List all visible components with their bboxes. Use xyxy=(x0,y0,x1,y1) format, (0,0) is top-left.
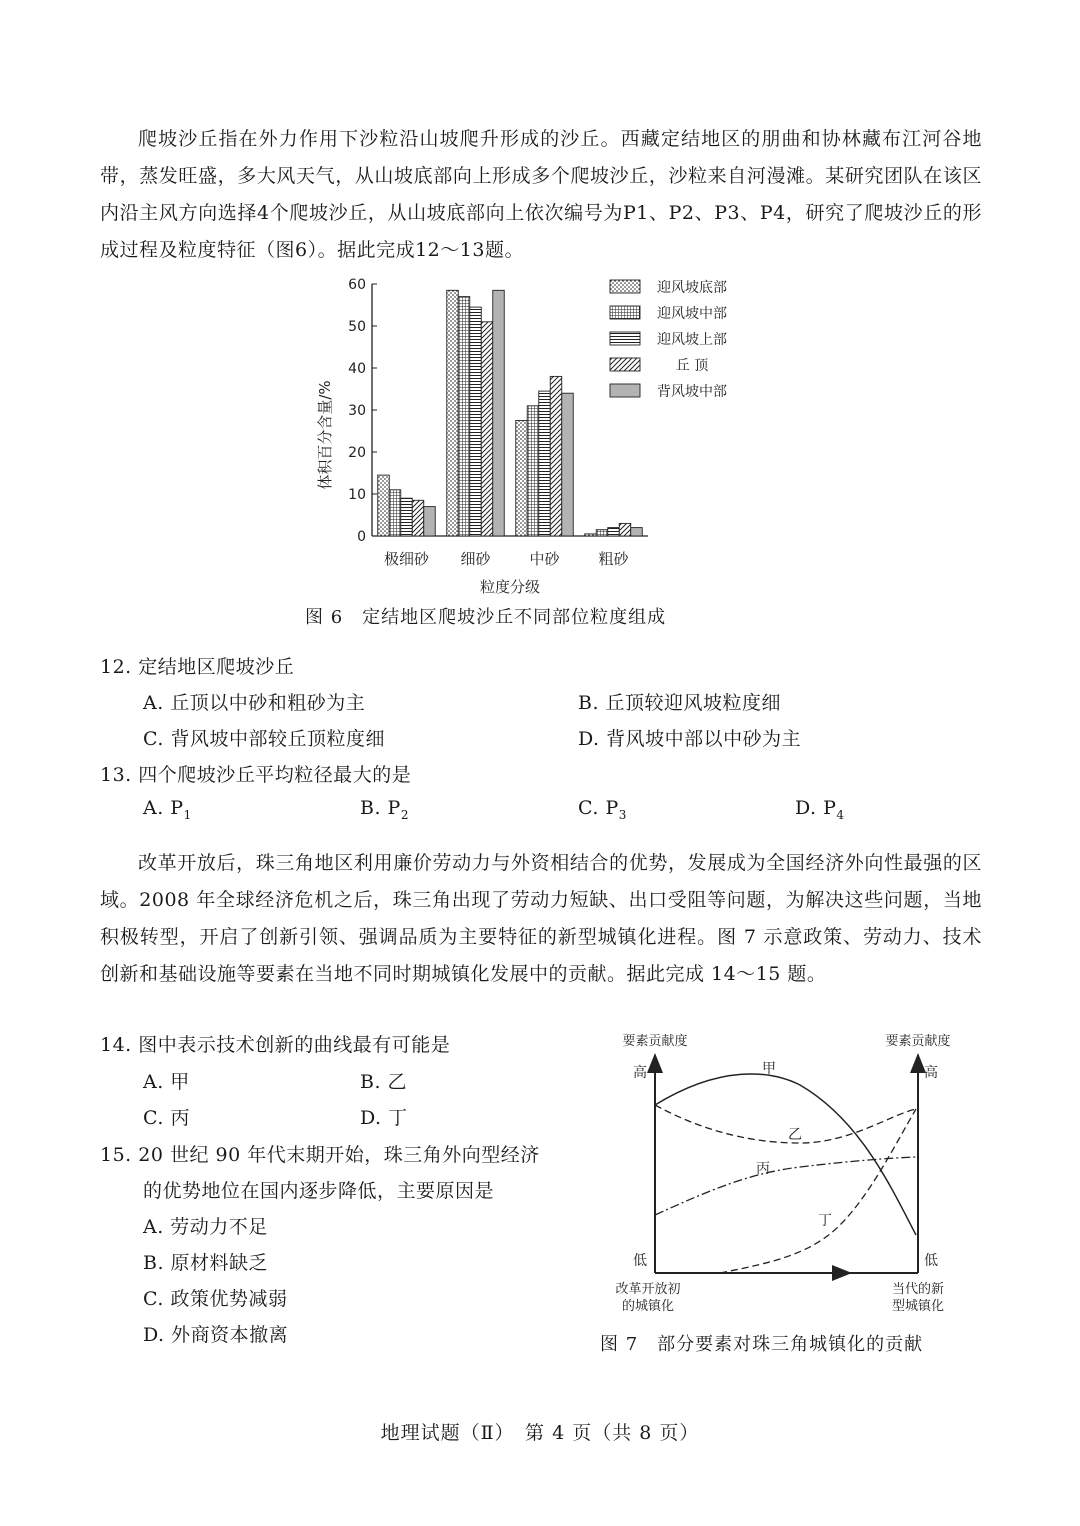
question-13-stem: 13. 四个爬坡沙丘平均粒径最大的是 xyxy=(100,764,412,786)
question-15-option-d: D. 外商资本撤离 xyxy=(143,1324,289,1346)
bar xyxy=(631,528,643,536)
bar xyxy=(470,307,482,536)
x-left-label-line-2: 的城镇化 xyxy=(621,1299,675,1314)
y-tick-label: 20 xyxy=(348,445,366,461)
legend-label: 迎风坡中部 xyxy=(657,306,727,322)
question-13-option-d: D. $P_4$ xyxy=(795,797,845,822)
y-tick-label: 50 xyxy=(348,319,366,335)
y-tick-label: 40 xyxy=(348,361,366,377)
figure-6-bar-chart xyxy=(300,270,760,602)
question-15-option-b: B. 原材料缺乏 xyxy=(143,1252,269,1274)
bar xyxy=(585,534,597,536)
question-12-option-c: C. 背风坡中部较丘顶粒度细 xyxy=(143,728,385,750)
figure-7-caption: 图 7 部分要素对珠三角城镇化的贡献 xyxy=(600,1334,924,1355)
question-13-option-a: A. $P_1$ xyxy=(143,797,192,822)
x-right-label-line-1: 当代的新 xyxy=(891,1282,945,1297)
y-tick-label: 60 xyxy=(348,277,366,293)
legend-swatch xyxy=(610,332,640,345)
bar xyxy=(424,507,436,536)
question-15-option-a: A. 劳动力不足 xyxy=(143,1216,268,1238)
curve-jia xyxy=(655,1074,916,1235)
passage-2: 改革开放后，珠三角地区利用廉价劳动力与外资相结合的优势，发展成为全国经济外向性最强的区域。2008 年全球经济危机之后，珠三角出现了劳动力短缺、出口受阻等问题，为解决这些问题，当地积极转型，开启了创新引领、强调品质为主要特征的新型城镇化进程。图 7 示意政策、劳动力、技术创新和基础设施等要素在当地不同时期城镇化发展中的贡献。据此完成 14～15 题。 xyxy=(100,852,982,985)
bar xyxy=(458,297,470,536)
curve-label-jia: 甲 xyxy=(762,1061,776,1077)
question-14-option-a: A. 甲 xyxy=(143,1071,190,1093)
left-high-label: 高 xyxy=(633,1065,647,1081)
bar xyxy=(516,421,528,537)
question-14-option-b: B. 乙 xyxy=(360,1071,408,1093)
right-low-label: 低 xyxy=(924,1253,938,1269)
question-14-option-d: D. 丁 xyxy=(360,1107,408,1129)
x-tick-label: 极细砂 xyxy=(383,550,430,568)
y-tick-label: 30 xyxy=(348,403,366,419)
chart-ylabel: 体积百分含量/% xyxy=(316,380,334,490)
bar xyxy=(596,530,608,536)
legend-label: 迎风坡底部 xyxy=(657,280,727,296)
legend-label: 背风坡中部 xyxy=(657,384,727,400)
question-12-stem: 12. 定结地区爬坡沙丘 xyxy=(100,656,295,678)
left-low-label: 低 xyxy=(633,1253,647,1269)
legend-swatch xyxy=(610,280,640,293)
bar xyxy=(481,322,493,536)
x-tick-label: 细砂 xyxy=(460,550,491,568)
left-axis-title: 要素贡献度 xyxy=(622,1034,688,1049)
question-13-option-c: C. $P_3$ xyxy=(578,797,627,822)
bar xyxy=(619,523,631,536)
y-tick-label: 10 xyxy=(348,487,366,503)
legend-swatch xyxy=(610,384,640,397)
bar xyxy=(550,376,562,536)
x-left-label-line-1: 改革开放初 xyxy=(615,1282,681,1297)
figure-6-caption: 图 6 定结地区爬坡沙丘不同部位粒度组成 xyxy=(305,607,667,628)
question-12-option-a: A. 丘顶以中砂和粗砂为主 xyxy=(143,692,366,714)
curve-yi xyxy=(655,1105,916,1143)
bar xyxy=(401,498,413,536)
bar xyxy=(527,406,539,536)
passage-1: 爬坡沙丘指在外力作用下沙粒沿山坡爬升形成的沙丘。西藏定结地区的朋曲和协林藏布江河谷地带，蒸发旺盛，多大风天气，从山坡底部向上形成多个爬坡沙丘，沙粒来自河漫滩。某研究团队在该区内沿主风方向选择4个爬坡沙丘，从山坡底部向上依次编号为P1、P2、P3、P4，研究了爬坡沙丘的形成过程及粒度特征（图6）。据此完成12～13题。 xyxy=(100,128,982,261)
curve-bing xyxy=(655,1157,916,1215)
bar xyxy=(378,475,390,536)
bar xyxy=(539,391,551,536)
right-axis-title: 要素贡献度 xyxy=(885,1034,951,1049)
y-tick-label: 0 xyxy=(357,529,366,545)
question-15-stem-line-2: 的优势地位在国内逐步降低，主要原因是 xyxy=(143,1180,495,1202)
question-15-stem-line-1: 15. 20 世纪 90 年代末期开始，珠三角外向型经济 xyxy=(100,1144,540,1166)
curve-label-bing: 丙 xyxy=(756,1161,770,1177)
x-tick-label: 中砂 xyxy=(529,550,560,568)
page-footer: 地理试题（Ⅱ） 第 4 页（共 8 页） xyxy=(380,1422,700,1444)
question-14-stem: 14. 图中表示技术创新的曲线最有可能是 xyxy=(100,1034,451,1056)
bar xyxy=(389,490,401,536)
x-tick-label: 粗砂 xyxy=(598,550,629,568)
x-right-label-line-2: 型城镇化 xyxy=(891,1299,945,1314)
chart-xlabel: 粒度分级 xyxy=(479,578,541,596)
question-13-option-b: B. $P_2$ xyxy=(360,797,409,822)
figure-7-diagram xyxy=(600,1025,980,1325)
curve-label-ding: 丁 xyxy=(818,1213,832,1229)
bar xyxy=(608,528,620,536)
curve-label-yi: 乙 xyxy=(788,1127,802,1143)
question-14-option-c: C. 丙 xyxy=(143,1107,190,1129)
curve-ding xyxy=(720,1109,916,1273)
bar xyxy=(493,290,505,536)
legend-label: 丘 顶 xyxy=(675,358,709,374)
bar xyxy=(562,393,574,536)
question-12-option-b: B. 丘顶较迎风坡粒度细 xyxy=(578,692,782,714)
question-12-option-d: D. 背风坡中部以中砂为主 xyxy=(578,728,802,750)
right-high-label: 高 xyxy=(924,1065,938,1081)
bar xyxy=(447,290,459,536)
bar xyxy=(412,500,424,536)
question-15-option-c: C. 政策优势减弱 xyxy=(143,1288,288,1310)
legend-swatch xyxy=(610,358,640,371)
legend-swatch xyxy=(610,306,640,319)
legend-label: 迎风坡上部 xyxy=(657,332,727,348)
